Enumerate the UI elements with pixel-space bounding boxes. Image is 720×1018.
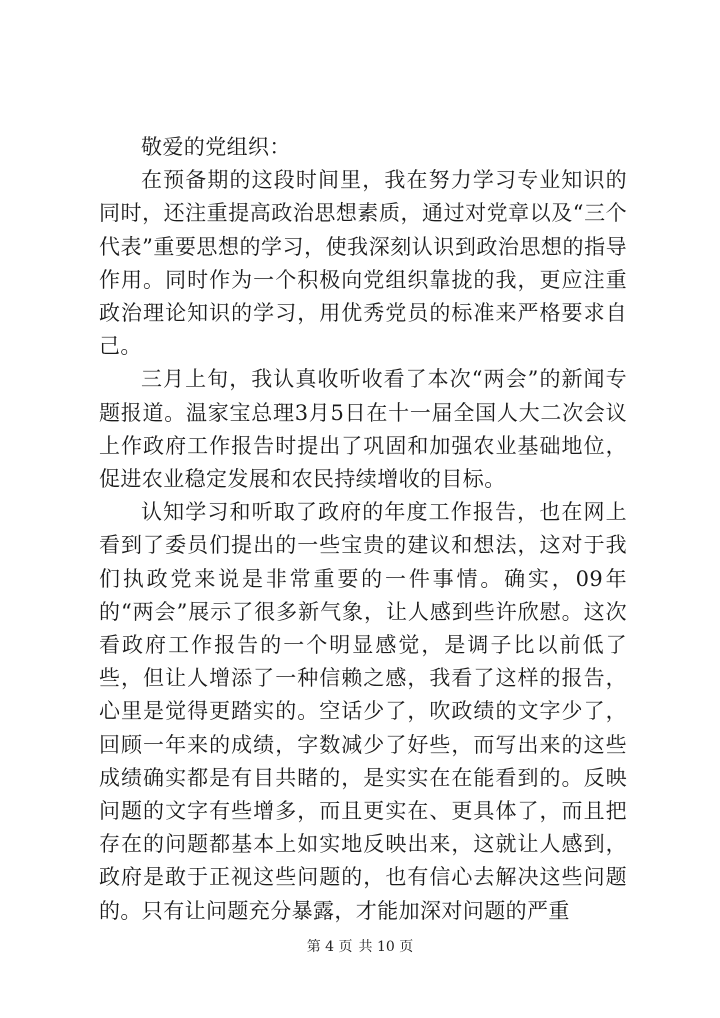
document-body	[99, 131, 627, 928]
paragraph-government-report: 认知学习和听取了政府的年度工作报告，也在网上看到了委员们提出的一些宝贵的建议和想法，这对于我们执政党来说是非常重要的一件事情。确实，09年的“两会”展示了很多新气象，让人感到些许欣慰。这次看政府工作报告的一个明显感觉，是调子比以前低了些，但让人增添了一种信赖之感，我看了这样的报告，心里是觉得更踏实的。空话少了，吹政绩的文字少了，回顾一年来的成绩，字数减少了好些，而写出来的这些成绩确实都是有目共睹的，是实实在在能看到的。反映问题的文字有些增多，而且更实在、更具体了，而且把存在的问题都基本上如实地反映出来，这就让人感到，政府是敢于正视这些问题的，也有信心去解决这些问题的。只有让问题充分暴露，才能加深对问题的严重	[99, 500, 627, 923]
page-footer	[0, 938, 720, 956]
page-total: 共 10 页	[358, 939, 414, 955]
salutation: 敬爱的党组织：	[141, 135, 291, 159]
page-number: 第 4 页	[306, 939, 353, 955]
paragraph-two-sessions: 三月上旬，我认真收听收看了本次“两会”的新闻专题报道。温家宝总理3月5日在十一届全国人大二次会议上作政府工作报告时提出了巩固和加强农业基础地位，促进农业稳定发展和农民持续增收的目标。	[99, 367, 627, 492]
paragraph-study: 在预备期的这段时间里，我在努力学习专业知识的同时，还注重提高政治思想素质，通过对党章以及“三个代表”重要思想的学习，使我深刻认识到政治思想的指导作用。同时作为一个积极向党组织靠拢的我，更应注重政治理论知识的学习，用优秀党员的标准来严格要求自己。	[99, 168, 627, 359]
